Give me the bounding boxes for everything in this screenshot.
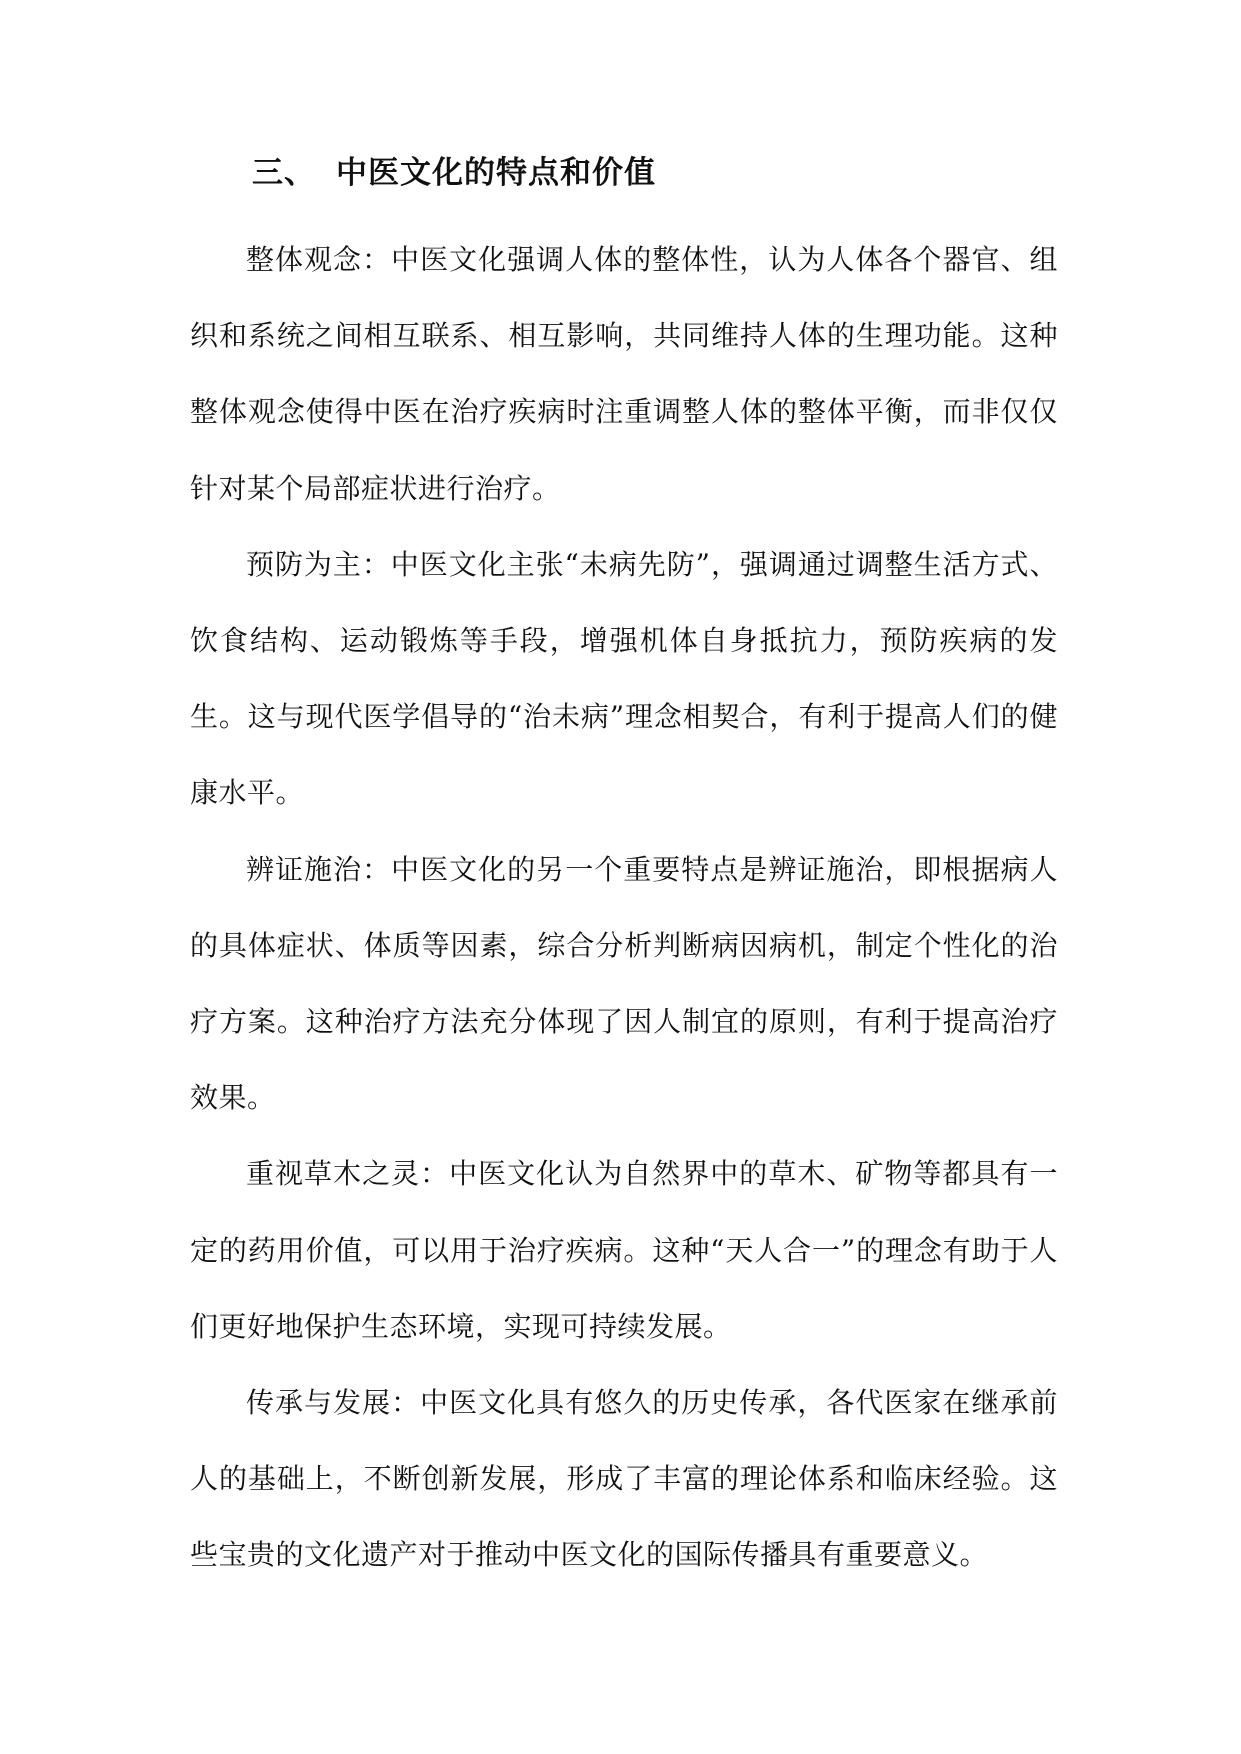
paragraph-prevention-first: 预防为主：中医文化主张“未病先防”，强调通过调整生活方式、饮食结构、运动锻炼等手段，增强机体自身抵抗力，预防疾病的发生。这与现代医学倡导的“治未病”理念相契合，有利于提高人们的健康水平。: [190, 547, 1058, 810]
body-text: [190, 222, 1058, 1594]
paragraph-inheritance-development: 传承与发展：中医文化具有悠久的历史传承，各代医家在继承前人的基础上，不断创新发展，形成了丰富的理论体系和临床经验。这些宝贵的文化遗产对于推动中医文化的国际传播具有重要意义。: [190, 1386, 1058, 1572]
paragraph-herbal-value: 重视草木之灵：中医文化认为自然界中的草木、矿物等都具有一定的药用价值，可以用于治疗疾病。这种“天人合一”的理念有助于人们更好地保护生态环境，实现可持续发展。: [190, 1157, 1058, 1343]
section-heading: [252, 150, 656, 196]
section-title: 中医文化的特点和价值: [336, 155, 656, 191]
paragraph-holistic-view: 整体观念：中医文化强调人体的整体性，认为人体各个器官、组织和系统之间相互联系、相互影响，共同维持人体的生理功能。这种整体观念使得中医在治疗疾病时注重调整人体的整体平衡，而非仅仅针对某个局部症状进行治疗。: [190, 243, 1058, 505]
paragraph-syndrome-differentiation: 辨证施治：中医文化的另一个重要特点是辨证施治，即根据病人的具体症状、体质等因素，综合分析判断病因病机，制定个性化的治疗方案。这种治疗方法充分体现了因人制宜的原则，有利于提高治疗效果。: [190, 852, 1058, 1115]
section-number: 三、: [252, 155, 316, 191]
